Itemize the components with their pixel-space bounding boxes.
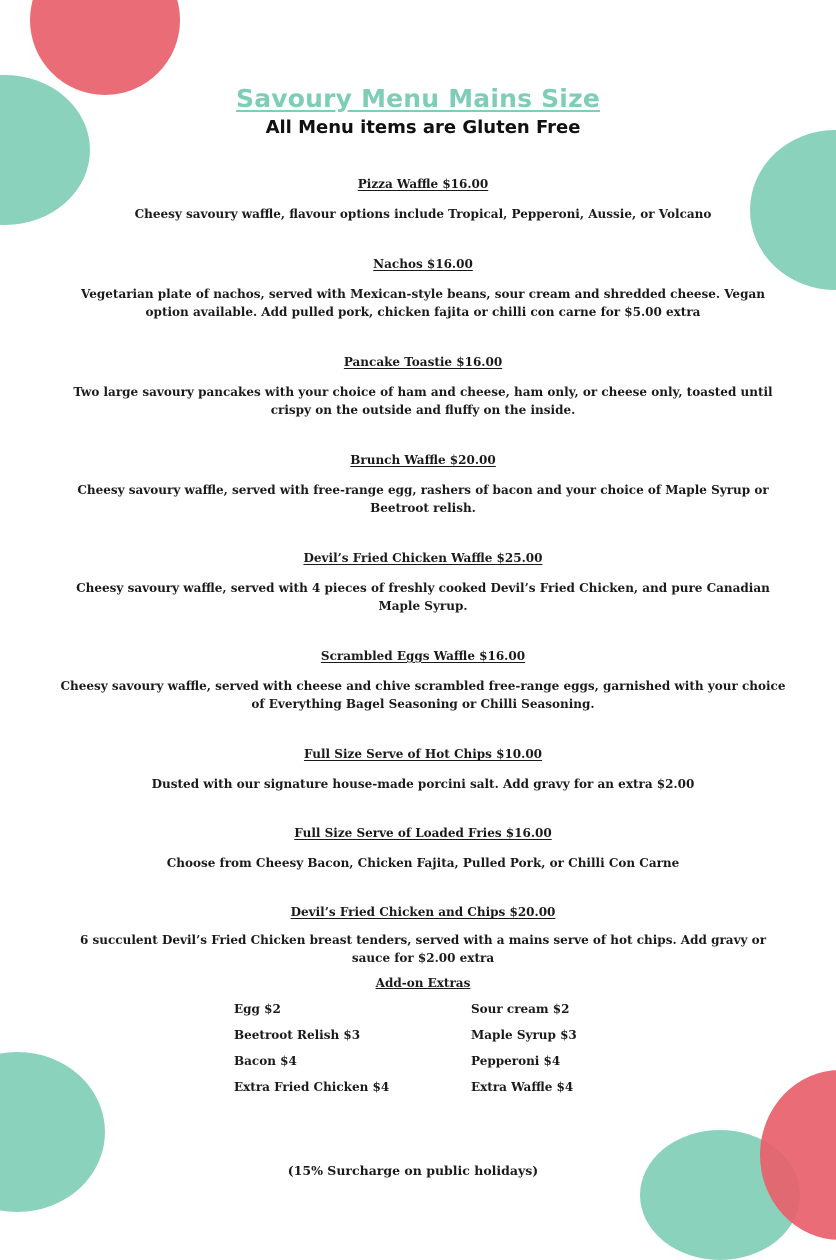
- addons-right-column: [471, 1001, 577, 1105]
- menu-item-heading: Nachos $16.00: [373, 257, 473, 271]
- menu-item-pancake-toastie: [60, 355, 786, 419]
- menu-item-devils-fried-chicken-waffle: [60, 551, 786, 615]
- addon-item: Bacon $4: [234, 1054, 297, 1068]
- menu-item-pizza-waffle: [60, 177, 786, 223]
- addon-item: Sour cream $2: [471, 1002, 570, 1016]
- menu-item-loaded-fries: [60, 826, 786, 872]
- menu-item-description: Choose from Cheesy Bacon, Chicken Fajita, Pulled Pork, or Chilli Con Carne: [166, 856, 680, 870]
- addon-item: Extra Waffle $4: [471, 1080, 574, 1094]
- decor-blob-coral-top-left: [30, 0, 180, 95]
- menu-item-heading: Devil’s Fried Chicken and Chips $20.00: [290, 905, 556, 919]
- addons-left-column: [234, 1001, 389, 1105]
- menu-item-heading: Full Size Serve of Hot Chips $10.00: [303, 747, 543, 761]
- menu-item-description: 6 succulent Devil’s Fried Chicken breast tenders, served with a mains serve of hot chips. Add gravy or sauce for $2.00 extra: [79, 933, 767, 965]
- addons-heading: Add-on Extras: [375, 976, 471, 990]
- menu-item-description: Cheesy savoury waffle, served with free-range egg, rashers of bacon and your choice of Maple Syrup or Beetroot relish.: [77, 483, 769, 515]
- menu-item-description: Vegetarian plate of nachos, served with Mexican-style beans, sour cream and shredded cheese. Vegan option available. Add pulled pork, chicken fajita or chilli con carne for $5.00 extra: [81, 287, 765, 319]
- menu-item-description: Cheesy savoury waffle, served with cheese and chive scrambled free-range eggs, garnished with your choice of Everything Bagel Seasoning or Chilli Seasoning.: [60, 679, 786, 711]
- addon-item: Beetroot Relish $3: [234, 1028, 361, 1042]
- menu-item-hot-chips: [60, 747, 786, 793]
- addon-item: Extra Fried Chicken $4: [234, 1080, 390, 1094]
- menu-item-scrambled-eggs-waffle: [60, 649, 786, 713]
- addon-item: Pepperoni $4: [471, 1054, 561, 1068]
- menu-item-description: Dusted with our signature house-made porcini salt. Add gravy for an extra $2.00: [151, 777, 695, 791]
- menu-item-description: Cheesy savoury waffle, flavour options include Tropical, Pepperoni, Aussie, or Volcano: [134, 207, 712, 221]
- menu-item-heading: Pizza Waffle $16.00: [357, 177, 489, 191]
- menu-item-heading: Scrambled Eggs Waffle $16.00: [320, 649, 526, 663]
- menu-item-description: Two large savoury pancakes with your choice of ham and cheese, ham only, or cheese only, toasted until crispy on the outside and fluffy on the inside.: [73, 385, 773, 417]
- addon-item: Maple Syrup $3: [471, 1028, 577, 1042]
- menu-item-heading: Full Size Serve of Loaded Fries $16.00: [294, 826, 552, 840]
- decor-blob-mint-bottom-left: [0, 1052, 105, 1212]
- surcharge-note: (15% Surcharge on public holidays): [287, 1163, 539, 1178]
- menu-item-brunch-waffle: [60, 453, 786, 517]
- menu-item-heading: Devil’s Fried Chicken Waffle $25.00: [303, 551, 543, 565]
- menu-item-description: Cheesy savoury waffle, served with 4 pieces of freshly cooked Devil’s Fried Chicken, and pure Canadian Maple Syrup.: [76, 581, 770, 613]
- menu-item-devils-fried-chicken-and-chips: [60, 905, 786, 967]
- menu-item-nachos: [60, 257, 786, 321]
- menu-title: Savoury Menu Mains Size: [236, 84, 600, 113]
- addon-item: Egg $2: [234, 1002, 281, 1016]
- menu-item-heading: Brunch Waffle $20.00: [350, 453, 496, 467]
- menu-item-heading: Pancake Toastie $16.00: [343, 355, 503, 369]
- menu-subtitle: All Menu items are Gluten Free: [265, 117, 581, 138]
